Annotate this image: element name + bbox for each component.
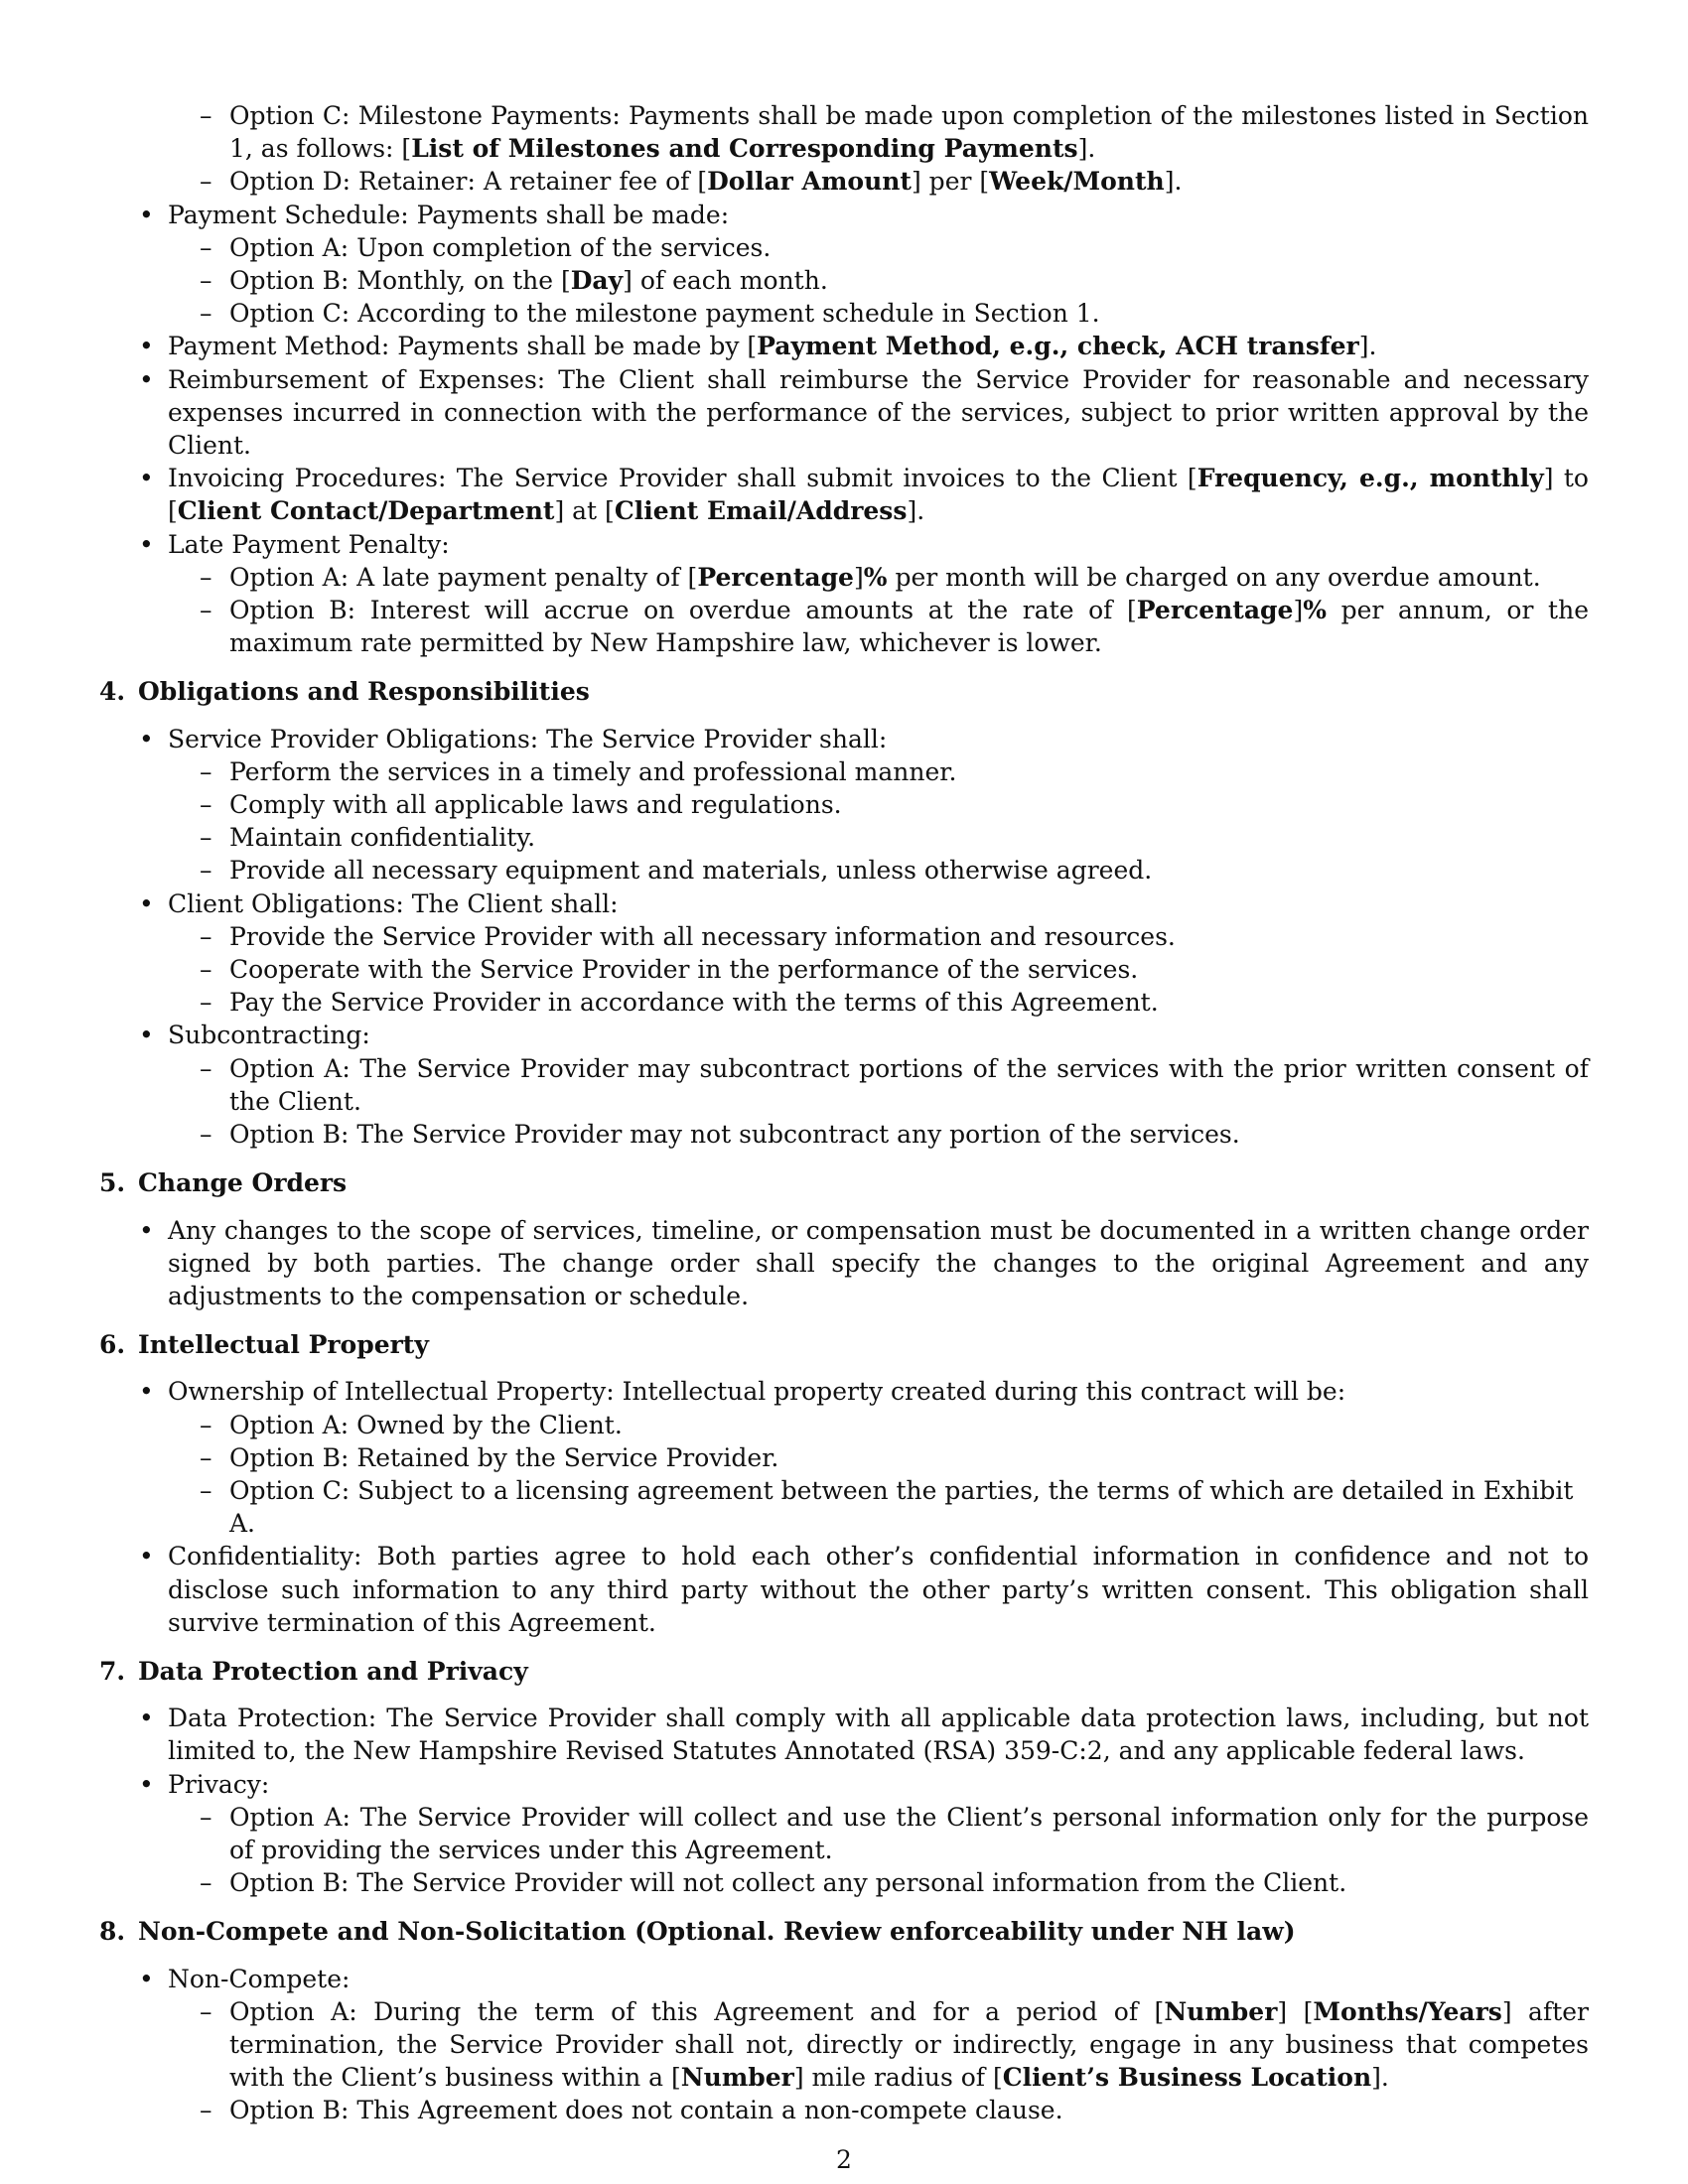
late-payment-options [168,561,1589,660]
client-obligation-items [168,920,1589,1020]
section-heading: 6. Intellectual Property [99,1330,429,1360]
section-change-orders [99,1166,1589,1312]
client-obligations: • Client Obligations: The Client shall: – Provide the Service Provider with all necessary information and resources. – Cooperate with the Service Provider in the performance of the services. – Pay the Service Provider in accordance with the terms of this Agreement. [99,887,1589,1020]
list-item: – Comply with all applicable laws and regulations. [168,788,1589,821]
section-heading: 7. Data Protection and Privacy [99,1656,528,1686]
payment-schedule-options [168,231,1589,331]
option-retainer: – Option D: Retainer: A retainer fee of [Dollar Amount] per [Week/Month]. [168,165,1589,198]
change-orders-list [99,1214,1589,1313]
ip-list [99,1375,1589,1639]
data-protection-list [99,1702,1589,1899]
document-page [99,99,1589,2127]
subcontracting-options [168,1052,1589,1152]
list-item: – Provide the Service Provider with all necessary information and resources. [168,920,1589,953]
list-item: – Perform the services in a timely and professional manner. [168,755,1589,788]
payment-schedule-item: • Payment Schedule: Payments shall be made: – Option A: Upon completion of the services. – Option B: Monthly, on the [Day] of each month. – Option C: According to the milestone payment schedule in Section 1. [99,199,1589,331]
list-item: – Pay the Service Provider in accordance with the terms of this Agreement. [168,986,1589,1019]
provider-obligation-items [168,755,1589,887]
list-item: – Maintain confidentiality. [168,821,1589,854]
reimbursement-item: • Reimbursement of Expenses: The Client shall reimburse the Service Provider for reasonable and necessary expenses incurred in connection with the performance of the services, subject to prior written approval by the Client. [99,363,1589,463]
payment-method-item: • Payment Method: Payments shall be made by [Payment Method, e.g., check, ACH transfer]. [99,330,1589,362]
confidentiality: • Confidentiality: Both parties agree to hold each other’s confidential information in confidence and not to disclose such information to any third party without the other party’s written consent. This obligation shall survive termination of this Agreement. [99,1540,1589,1639]
ip-ownership: • Ownership of Intellectual Property: Intellectual property created during this contract will be: – Option A: Owned by the Client. – Option B: Retained by the Service Provider. – Option C: Subject to a licensing agreement between the parties, the terms of which are detailed in Exhibit A. [99,1375,1589,1540]
section-data-protection [99,1655,1589,1899]
payment-terms-list [99,99,1589,659]
obligations-list [99,723,1589,1152]
list-item: • Any changes to the scope of services, timeline, or compensation must be documented in a written change order signed by both parties. The change order shall specify the changes to the original Agreement and any adjustments to the compensation or schedule. [99,1214,1589,1313]
section-intellectual-property [99,1328,1589,1639]
privacy-options [168,1801,1589,1900]
non-compete-option-a: – Option A: During the term of this Agreement and for a period of [Number] [Months/Years] after termination, the Service Provider shall not, directly or indirectly, engage in any business that competes with the Client’s business within a [Number] mile radius of [Client’s Business Location]. [168,1995,1589,2095]
schedule-option-c: – Option C: According to the milestone payment schedule in Section 1. [168,297,1589,330]
page-number: 2 [836,2145,852,2174]
list-item: – Option C: Subject to a licensing agreement between the parties, the terms of which are detailed in Exhibit A. [168,1474,1589,1540]
section-heading: 4. Obligations and Responsibilities [99,677,590,707]
late-option-b: – Option B: Interest will accrue on overdue amounts at the rate of [Percentage]% per annum, or the maximum rate permitted by New Hampshire law, whichever is lower. [168,594,1589,659]
section-heading: 8. Non-Compete and Non-Solicitation (Optional. Review enforceability under NH law) [99,1917,1296,1947]
section-non-compete [99,1915,1589,2126]
non-compete-list [99,1963,1589,2127]
non-compete-item: • Non-Compete: – Option A: During the term of this Agreement and for a period of [Number] [Months/Years] after termination, the Service Provider shall not, directly or indirectly, engage in any business that competes with the Client’s business within a [Number] mile radius of [Client’s Business Location]. – Option B: This Agreement does not contain a non-compete clause. [99,1963,1589,2127]
section-heading: 5. Change Orders [99,1168,348,1198]
schedule-option-b: – Option B: Monthly, on the [Day] of each month. [168,264,1589,297]
list-item: – Option B: The Service Provider will not collect any personal information from the Client. [168,1866,1589,1899]
late-option-a: – Option A: A late payment penalty of [Percentage]% per month will be charged on any overdue amount. [168,561,1589,594]
list-item: – Option A: Owned by the Client. [168,1409,1589,1441]
non-compete-option-b: – Option B: This Agreement does not contain a non-compete clause. [168,2094,1589,2126]
list-item: – Cooperate with the Service Provider in the performance of the services. [168,953,1589,986]
ip-ownership-options [168,1409,1589,1541]
non-compete-options [168,1995,1589,2127]
invoicing-item: • Invoicing Procedures: The Service Provider shall submit invoices to the Client [Frequency, e.g., monthly] to [Client Contact/Department] at [Client Email/Address]. [99,462,1589,527]
data-protection-item: • Data Protection: The Service Provider shall comply with all applicable data protection laws, including, but not limited to, the New Hampshire Revised Statutes Annotated (RSA) 359-C:2, and any applicable federal laws. [99,1702,1589,1767]
list-item: – Provide all necessary equipment and materials, unless otherwise agreed. [168,854,1589,887]
list-item: – Option A: The Service Provider will collect and use the Client’s personal information only for the purpose of providing the services under this Agreement. [168,1801,1589,1866]
late-payment-item: • Late Payment Penalty: – Option A: A late payment penalty of [Percentage]% per month will be charged on any overdue amount. – Option B: Interest will accrue on overdue amounts at the rate of [Percentage]% per annum, or the maximum rate permitted by New Hampshire law, whichever is lower. [99,528,1589,660]
privacy-item: • Privacy: – Option A: The Service Provider will collect and use the Client’s personal information only for the purpose of providing the services under this Agreement. – Option B: The Service Provider will not collect any personal information from the Client. [99,1768,1589,1900]
list-item: – Option B: The Service Provider may not subcontract any portion of the services. [168,1118,1589,1151]
provider-obligations: • Service Provider Obligations: The Service Provider shall: – Perform the services in a timely and professional manner. – Comply with all applicable laws and regulations. – Maintain confidentiality. – Provide all necessary equipment and materials, unless otherwise agreed. [99,723,1589,887]
option-milestone-payments: – Option C: Milestone Payments: Payments shall be made upon completion of the milestones listed in Section 1, as follows: [List of Milestones and Corresponding Payments]. [168,99,1589,165]
list-item: – Option A: The Service Provider may subcontract portions of the services with the prior written consent of the Client. [168,1052,1589,1118]
compensation-options-list [99,99,1589,199]
compensation-options-continued [99,99,1589,199]
subcontracting: • Subcontracting: – Option A: The Service Provider may subcontract portions of the services with the prior written consent of the Client. – Option B: The Service Provider may not subcontract any portion of the services. [99,1019,1589,1151]
list-item: – Option B: Retained by the Service Provider. [168,1441,1589,1474]
schedule-option-a: – Option A: Upon completion of the services. [168,231,1589,264]
section-obligations [99,675,1589,1151]
